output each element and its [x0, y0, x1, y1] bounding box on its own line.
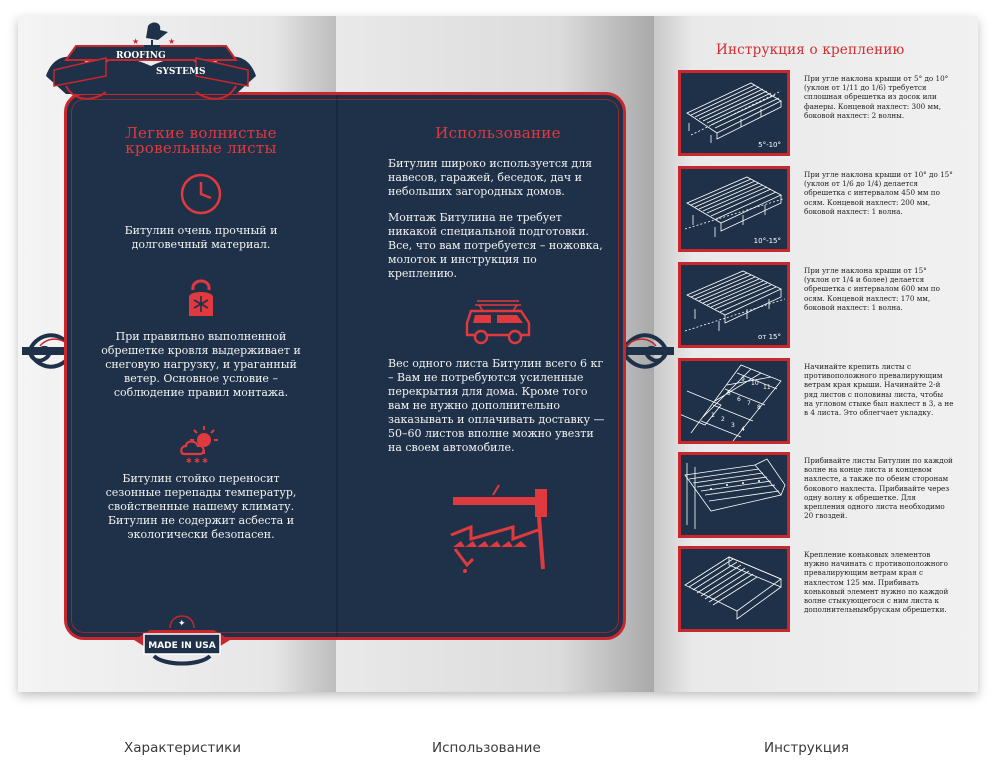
svg-text:★: ★ — [152, 619, 160, 628]
step-4-text: Начинайте крепить листы с противоположного превалирующим ветрам края крыши. Начинайте 2-й ряд листов с половины листа, чтобы на угловом стыке был нахлест в 3, а не в 4 листа. Это облегчает укладку. — [804, 362, 954, 418]
badge-text: MADE IN USA — [148, 641, 216, 651]
svg-text:2: 2 — [721, 416, 725, 423]
right-ornament — [618, 306, 678, 396]
svg-text:✦: ✦ — [178, 619, 186, 629]
step-1-text: При угле наклона крыши от 5° до 10° (уклон от 1/11 до 1/6) требуется сплошная обрешетка из досок или фанеры. Концевой нахлест: 300 мм, боковой нахлест: 2 волны. — [804, 74, 949, 120]
characteristics-text-3: Битулин стойко переносит сезонные перепады температур, свойственные нашему климату. Битулин не содержит асбеста и экологически безопасен. — [105, 472, 297, 541]
step-6-diagram — [678, 546, 790, 632]
step-3-angle: от 15° — [758, 333, 781, 341]
step-6-text: Крепление коньковых элементов нужно начинать с противоположного превалирующим ветрам края с нахлестом 125 мм. Прибивать коньковый элемент нужно по каждой волне стыкующегося с ним листа к дополнительнымбрускам обрешетки. — [804, 550, 949, 615]
svg-text:4: 4 — [741, 426, 745, 433]
svg-text:★: ★ — [132, 37, 140, 46]
brochure-spread — [18, 16, 978, 692]
usage-text-2: Монтаж Битулина не требует никакой специальной подготовки. Все, что вам потребуется – ножовка, молоток и инструкция по креплению. — [388, 211, 603, 280]
svg-text:5: 5 — [727, 390, 731, 397]
svg-text:✱ ✱ ✱: ✱ ✱ ✱ — [186, 457, 209, 464]
instruction-title: Инструкция о креплению — [716, 42, 905, 58]
usage-text-3: Вес одного листа Битулин всего 6 кг – Вам не потребуются усиленные перекрытия для дома. Кроме того вам не нужно дополнительно заказывать и оплачивать доставку — 50–60 листов вполне можно увезти на своем автомобиле. — [388, 357, 605, 454]
caption-characteristics: Характеристики — [124, 740, 242, 756]
made-in-usa-badge — [130, 598, 234, 668]
characteristics-heading: Легкие волнистые кровельные листы — [125, 124, 277, 157]
step-3-diagram — [678, 262, 790, 348]
svg-text:7: 7 — [747, 400, 751, 407]
caption-instruction: Инструкция — [764, 740, 850, 756]
clock-icon — [179, 172, 223, 216]
characteristics-text-1: Битулин очень прочный и долговечный материал. — [124, 224, 278, 251]
panel-fold — [336, 95, 338, 637]
usage-text-1: Битулин широко используется для навесов, гаражей, беседок, дач и небольших загородных домов. — [388, 157, 593, 198]
car-with-roof-rack-icon — [463, 299, 533, 345]
characteristics-text-2: При правильно выполненной обрешетке кровля выдерживает и снеговую нагрузку, и ураганный ветер. Основное условие – соблюдение правил монтажа. — [101, 330, 301, 399]
step-5-diagram — [678, 452, 790, 538]
logo-word-1: ROOFING — [116, 51, 166, 61]
step-3-text: При угле наклона крыши от 15° (уклон от 1/4 и более) делается обрешетка с интервалом 600 мм по осям. Концевой нахлест: 170 мм, боковой нахлест: 1 волна. — [804, 266, 940, 312]
svg-text:11: 11 — [763, 384, 771, 391]
svg-text:★: ★ — [168, 37, 176, 46]
step-1-angle: 5°-10° — [758, 141, 781, 149]
svg-text:★: ★ — [204, 619, 212, 628]
hammer-and-saw-icon — [443, 477, 553, 577]
svg-text:8: 8 — [757, 404, 761, 411]
step-2-angle: 10°-15° — [753, 237, 781, 245]
roofing-systems-logo — [36, 16, 266, 112]
step-2-text: При угле наклона крыши от 10° до 15° (уклон от 1/6 до 1/4) делается обрешетка с интервалом 450 мм по осям. Концевой нахлест: 200 мм, боковой нахлест: 1 волна. — [804, 170, 953, 216]
svg-text:1: 1 — [711, 412, 715, 419]
svg-text:9: 9 — [741, 376, 745, 383]
usage-column — [388, 126, 608, 577]
step-4-diagram — [678, 358, 790, 444]
step-1-diagram — [678, 70, 790, 156]
svg-text:6: 6 — [737, 396, 741, 403]
characteristics-column — [76, 126, 326, 542]
svg-text:10: 10 — [751, 380, 759, 387]
weather-sun-cloud-icon — [178, 424, 224, 464]
step-2-diagram — [678, 166, 790, 252]
kettlebell-snowflake-icon — [183, 276, 219, 320]
usage-heading: Использование — [435, 124, 561, 142]
caption-usage: Использование — [432, 740, 541, 756]
svg-text:3: 3 — [731, 422, 735, 429]
logo-word-2: SYSTEMS — [156, 67, 206, 77]
right-page — [654, 16, 978, 692]
step-5-text: Прибивайте листы Битулин по каждой волне на конце листа и концевом нахлесте, а также по обеим сторонам бокового нахлеста. Прибивайте через одну волну к обрешетке. Для крепления одного листа необходимо 20 гвоздей. — [804, 456, 953, 521]
